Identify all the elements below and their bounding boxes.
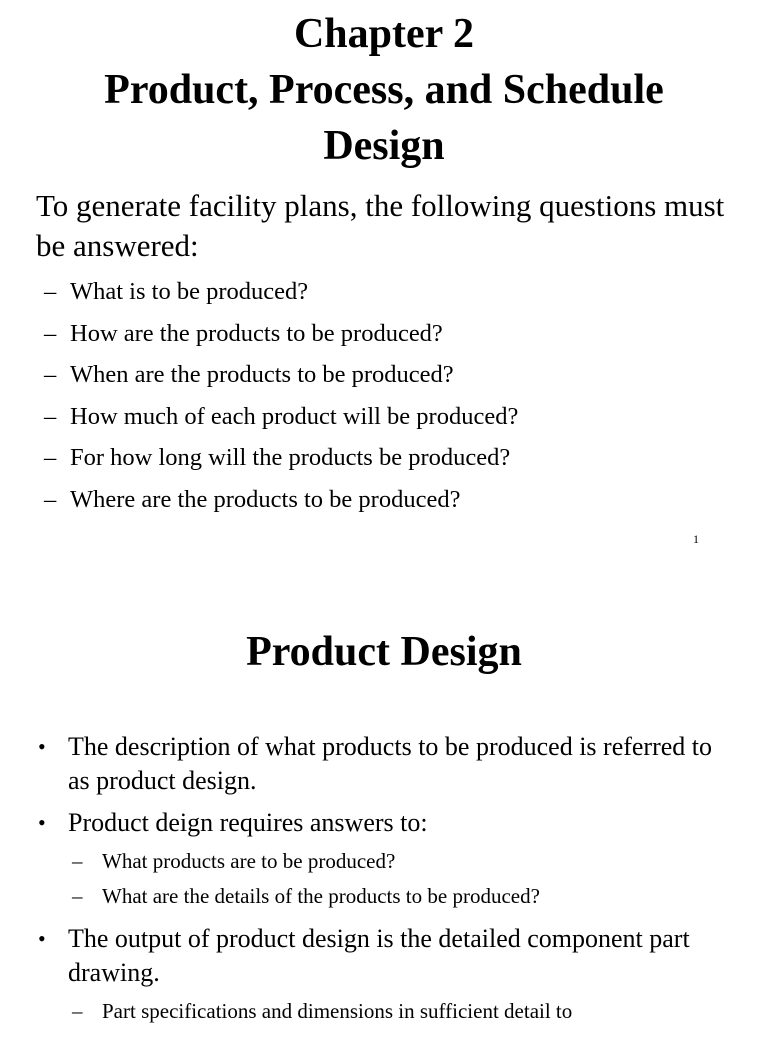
list-item [44, 272, 518, 314]
question-text: What is to be produced? [70, 278, 309, 305]
chapter-subtitle-line-2: Design [323, 123, 445, 169]
question-text: For how long will the products be produced? [70, 444, 511, 472]
list-item [36, 730, 726, 798]
bullet-marker: • [38, 734, 46, 759]
bullet-text: The description of what products to be produced is referred to as product design. [68, 732, 713, 795]
bullet-text: The output of product design is the detailed component part drawing. [68, 924, 690, 987]
dash-marker: – [44, 278, 57, 305]
product-design-title: Product Design [246, 629, 522, 675]
slide-product-design [0, 560, 768, 1024]
bullet-marker: • [38, 926, 46, 951]
bullet-marker: • [38, 810, 46, 835]
list-item [36, 806, 726, 914]
dash-marker: – [44, 319, 57, 347]
page-number: 1 [693, 532, 699, 546]
intro-text: To generate facility plans, the following questions must be answered: [36, 188, 725, 263]
chapter-subtitle-line-1: Product, Process, and Schedule [104, 67, 664, 113]
bullet-list [36, 730, 726, 1037]
bullet-text: Product deign requires answers to: [68, 808, 428, 837]
nested-list [68, 844, 726, 914]
list-item [36, 922, 726, 1029]
question-text: How much of each product will be produced? [70, 402, 519, 430]
list-item [44, 397, 518, 439]
question-text: How are the products to be produced? [70, 319, 443, 347]
list-item [44, 355, 518, 397]
dash-marker: – [72, 849, 83, 873]
sub-item-text: What are the details of the products to be produced? [102, 884, 540, 908]
question-list [44, 272, 518, 522]
list-item [44, 480, 518, 522]
dash-marker: – [72, 999, 83, 1023]
chapter-title: Chapter 2 [293, 11, 475, 57]
list-item [44, 438, 518, 480]
sub-item-text: Part specifications and dimensions in sufficient detail to [102, 999, 573, 1023]
dash-marker: – [44, 361, 57, 389]
dash-marker: – [44, 485, 57, 513]
question-text: When are the products to be produced? [70, 361, 454, 389]
question-text: Where are the products to be produced? [70, 485, 461, 513]
dash-marker: – [44, 444, 57, 472]
list-item [44, 314, 518, 356]
list-item [68, 844, 726, 879]
list-item [68, 879, 726, 914]
dash-marker: – [44, 402, 57, 430]
dash-marker: – [72, 884, 83, 908]
sub-item-text: What products are to be produced? [102, 849, 396, 873]
